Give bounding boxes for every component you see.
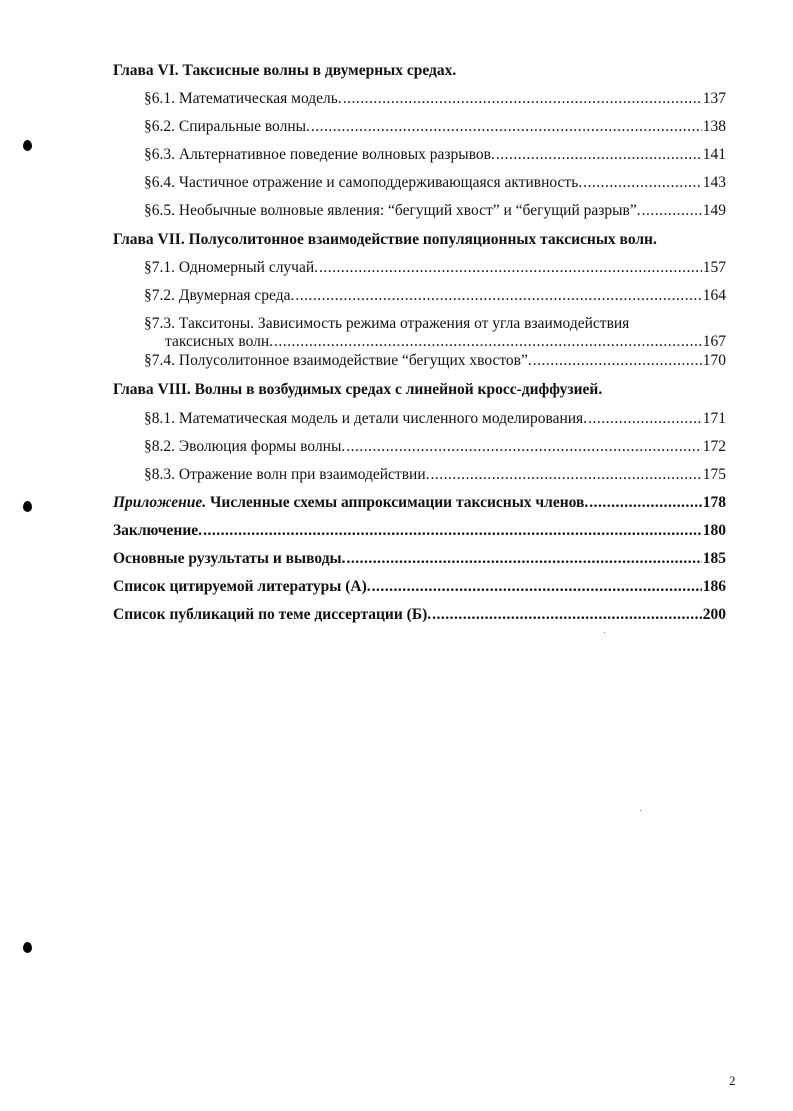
dot-leader [274,333,702,351]
toc-entry-7-3 [165,333,726,351]
toc-entry-6-2 [144,118,726,136]
toc-entry-title: §6.2. Спиральные волны. [144,118,310,135]
toc-entry-title: Основные рузультаты и выводы. [113,550,346,567]
toc-entry-page: 186 [702,578,726,595]
toc-entry-title [113,494,588,512]
dot-leader [347,550,702,568]
dot-leader [642,202,702,220]
toc-entry-title: §6.5. Необычные волновые явления: “бегущий хвост” и “бегущий разрыв”. [144,202,641,219]
toc-entry-page: 200 [702,606,726,623]
toc-entry-page: 172 [702,438,726,455]
dot-leader [589,494,701,512]
chapter-6-heading: Глава VI. Таксисные волны в двумерных средах. [113,62,457,79]
dot-leader [431,466,702,484]
dot-leader [583,174,702,192]
toc-entry-title: §8.2. Эволюция формы волны. [144,438,346,455]
toc-entry-title: §8.3. Отражение волн при взаимодействии. [144,466,430,483]
scan-speck [640,810,641,811]
toc-entry-page: 175 [702,466,726,483]
toc-entry-7-2 [144,287,726,305]
toc-entry-page: 178 [702,494,726,511]
scan-speck [604,632,605,633]
toc-entry-page: 164 [702,287,726,304]
toc-entry-title: §6.3. Альтернативное поведение волновых разрывов. [144,146,495,163]
dot-leader [319,259,702,277]
toc-entry-title: Заключение. [113,522,203,539]
toc-entry-8-2 [144,438,726,456]
chapter-8-heading: Глава VIII. Волны в возбудимых средах с линейной кросс-диффузией. [113,381,603,398]
dot-leader [372,578,702,596]
toc-entry-8-3 [144,466,726,484]
page-number: 2 [729,1073,736,1088]
toc-entry-title: §6.1. Математическая модель. [144,90,342,107]
toc-entry-page: 138 [702,118,726,135]
appendix-title: Численные схемы аппроксимации таксисных членов. [206,494,589,511]
toc-entry-appendix [113,494,726,512]
dot-leader [295,287,701,305]
punch-hole-mark [23,942,32,953]
toc-entry-page: 171 [702,410,726,427]
toc-entry-title: таксисных волн. [165,333,274,350]
toc-entry-page: 157 [702,259,726,276]
toc-entry-page: 143 [702,174,726,191]
dot-leader [346,438,701,456]
toc-entry-title: Список публикаций по теме диссертации (Б). [113,606,432,623]
toc-entry-8-1 [144,410,726,428]
toc-entry-page: 141 [702,146,726,163]
appendix-prefix: Приложение. [113,494,207,511]
toc-entry-page: 149 [702,202,726,219]
punch-hole-mark [23,140,32,151]
dot-leader [533,352,702,370]
toc-entry-references-a [113,578,726,596]
toc-entry-title: §8.1. Математическая модель и детали численного моделирования. [144,410,588,427]
toc-entry-page: 185 [702,550,726,567]
toc-entry-7-4 [144,352,726,370]
toc-entry-conclusion [113,522,726,540]
dot-leader [432,606,702,624]
toc-entry-page: 137 [702,90,726,107]
dot-leader [311,118,702,136]
toc-entry-6-3 [144,146,726,164]
toc-entry-6-4 [144,174,726,192]
toc-entry-title: Список цитируемой литературы (А). [113,578,371,595]
dot-leader [343,90,702,108]
toc-entry-title: §7.1. Одномерный случай. [144,259,319,276]
toc-entry-page: 170 [702,352,726,369]
toc-entry-publications-b [113,606,726,624]
toc-entry-title: §7.4. Полусолитонное взаимодействие “бегущих хвостов”. [144,352,532,369]
toc-entry-title: §7.2. Двумерная среда. [144,287,295,304]
toc-entry-results [113,550,726,568]
dot-leader [496,146,702,164]
punch-hole-mark [23,501,32,512]
chapter-7-heading: Глава VII. Полусолитонное взаимодействие популяционных таксисных волн. [113,231,657,248]
toc-entry-title: §6.4. Частичное отражение и самоподдерживающаяся активность. [144,174,583,191]
dot-leader [203,522,702,540]
dot-leader [588,410,702,428]
toc-entry-7-1 [144,259,726,277]
toc-entry-page: 167 [702,333,726,350]
toc-entry-6-1 [144,90,726,108]
toc-entry-7-3-line1: §7.3. Такситоны. Зависимость режима отражения от угла взаимодействия [144,315,630,332]
toc-entry-page: 180 [702,522,726,539]
toc-entry-6-5 [144,202,726,220]
